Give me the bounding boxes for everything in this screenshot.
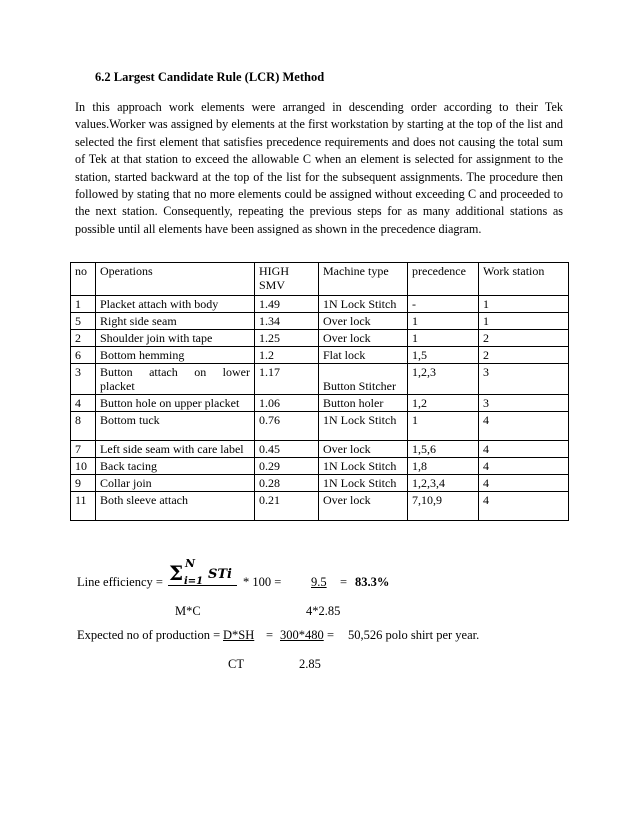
table-row [71, 458, 569, 475]
cell-work-station: 2 [479, 330, 569, 347]
cell-machine-type: Button holer [319, 395, 408, 412]
machine-type-text: Button Stitcher [323, 379, 396, 393]
operation-word: attach [149, 365, 178, 379]
production-formula-numerator: D*SH [223, 628, 255, 642]
sigma-term: STi [208, 567, 233, 582]
cell-operation: Right side seam [96, 313, 255, 330]
cell-precedence: 1 [408, 412, 479, 441]
cell-machine-type: 1N Lock Stitch [319, 412, 408, 441]
operation-line-1 [100, 365, 250, 379]
cell-precedence: 1,5 [408, 347, 479, 364]
cell-operation [96, 364, 255, 395]
table-row [71, 313, 569, 330]
table-row [71, 347, 569, 364]
cell-machine-type [319, 364, 408, 395]
sigma-lower-limit: i=1 [184, 576, 204, 585]
fraction-line [168, 585, 237, 586]
cell-smv: 1.06 [255, 395, 319, 412]
cell-no: 10 [71, 458, 96, 475]
efficiency-result: 83.3% [355, 575, 390, 589]
cell-no: 5 [71, 313, 96, 330]
cell-work-station: 4 [479, 441, 569, 458]
cell-precedence: - [408, 296, 479, 313]
production-equals-2: = [327, 628, 335, 642]
cell-machine-type: Over lock [319, 330, 408, 347]
table-row [71, 441, 569, 458]
cell-precedence: 1,8 [408, 458, 479, 475]
cell-no: 7 [71, 441, 96, 458]
cell-precedence: 1,2,3,4 [408, 475, 479, 492]
table-row [71, 492, 569, 521]
cell-precedence: 1 [408, 313, 479, 330]
cell-operation: Both sleeve attach [96, 492, 255, 521]
cell-smv: 1.2 [255, 347, 319, 364]
cell-machine-type: Over lock [319, 441, 408, 458]
cell-no: 9 [71, 475, 96, 492]
operation-word: on [194, 365, 207, 379]
cell-no: 11 [71, 492, 96, 521]
cell-no: 8 [71, 412, 96, 441]
cell-precedence: 1,2 [408, 395, 479, 412]
header-no: no [71, 263, 96, 296]
cell-operation: Left side seam with care label [96, 441, 255, 458]
production-equals-1: = [266, 628, 274, 642]
operation-word: lower [222, 365, 250, 379]
cell-machine-type: 1N Lock Stitch [319, 296, 408, 313]
table-row [71, 330, 569, 347]
efficiency-denominator-right: 4*2.85 [306, 604, 341, 618]
operations-table [70, 262, 569, 521]
cell-smv: 0.21 [255, 492, 319, 521]
header-precedence: precedence [408, 263, 479, 296]
cell-precedence: 1,5,6 [408, 441, 479, 458]
table-row [71, 364, 569, 395]
cell-smv: 1.34 [255, 313, 319, 330]
cell-smv: 1.49 [255, 296, 319, 313]
production-value-numerator: 300*480 [280, 628, 324, 642]
cell-machine-type: Flat lock [319, 347, 408, 364]
cell-operation: Bottom hemming [96, 347, 255, 364]
cell-no: 1 [71, 296, 96, 313]
cell-operation: Shoulder join with tape [96, 330, 255, 347]
cell-work-station: 1 [479, 313, 569, 330]
cell-no: 2 [71, 330, 96, 347]
operation-line-2: placket [100, 379, 135, 393]
cell-operation: Collar join [96, 475, 255, 492]
cell-work-station: 4 [479, 412, 569, 441]
production-result: 50,526 polo shirt per year. [348, 628, 480, 642]
table-row [71, 296, 569, 313]
production-value-denominator: 2.85 [299, 657, 321, 671]
production-formula-denominator: CT [228, 657, 244, 671]
cell-operation: Button hole on upper placket [96, 395, 255, 412]
cell-no: 4 [71, 395, 96, 412]
times-100: * 100 = [243, 575, 282, 589]
summation-formula [168, 557, 238, 585]
efficiency-result-wrap [355, 575, 389, 590]
table-row [71, 395, 569, 412]
cell-no: 3 [71, 364, 96, 395]
cell-operation: Back tacing [96, 458, 255, 475]
header-operations: Operations [96, 263, 255, 296]
line-efficiency-label: Line efficiency = [77, 575, 163, 589]
sigma-symbol: Σ [169, 561, 184, 585]
cell-no: 6 [71, 347, 96, 364]
cell-machine-type: 1N Lock Stitch [319, 458, 408, 475]
cell-work-station: 4 [479, 458, 569, 475]
cell-work-station: 2 [479, 347, 569, 364]
header-smv: HIGH SMV [255, 263, 319, 296]
cell-machine-type: Over lock [319, 313, 408, 330]
cell-machine-type: 1N Lock Stitch [319, 475, 408, 492]
sigma-upper-limit: N [185, 557, 196, 570]
body-paragraph: In this approach work elements were arranged in descending order according to their Tek values.Worker was assigned by elements at the first workstation by starting at the top of the list and selected the first element that satisfies precedence requirements and does not causing the total sum of Tek at that station to exceed the allowable C when an element is selected for assignment to the station, started backward at the top of the list for the subsequent assignments. The procedure then followed by stating that no more elements could be assigned without exceeding C and proceeded to the next station. Consequently, repeating the previous steps for as many additional stations as possible until all elements have been assigned as shown in the precedence diagram. [75, 100, 563, 236]
operation-word: Button [100, 365, 133, 379]
efficiency-denominator-left: M*C [175, 604, 201, 618]
cell-precedence: 7,10,9 [408, 492, 479, 521]
production-label: Expected no of production = [77, 628, 221, 642]
cell-machine-type: Over lock [319, 492, 408, 521]
cell-smv: 1.25 [255, 330, 319, 347]
header-machine-type: Machine type [319, 263, 408, 296]
table-row [71, 412, 569, 441]
cell-smv: 1.17 [255, 364, 319, 395]
cell-work-station: 3 [479, 364, 569, 395]
section-heading: 6.2 Largest Candidate Rule (LCR) Method [95, 70, 325, 84]
cell-operation: Bottom tuck [96, 412, 255, 441]
cell-work-station: 4 [479, 475, 569, 492]
cell-work-station: 1 [479, 296, 569, 313]
table-row [71, 475, 569, 492]
cell-smv: 0.28 [255, 475, 319, 492]
cell-work-station: 4 [479, 492, 569, 521]
cell-precedence: 1,2,3 [408, 364, 479, 395]
cell-precedence: 1 [408, 330, 479, 347]
efficiency-numerator: 9.5 [311, 575, 327, 589]
table-header-row [71, 263, 569, 296]
cell-smv: 0.76 [255, 412, 319, 441]
cell-smv: 0.29 [255, 458, 319, 475]
header-work-station: Work station [479, 263, 569, 296]
cell-operation: Placket attach with body [96, 296, 255, 313]
cell-work-station: 3 [479, 395, 569, 412]
efficiency-equals: = [340, 575, 348, 589]
cell-smv: 0.45 [255, 441, 319, 458]
